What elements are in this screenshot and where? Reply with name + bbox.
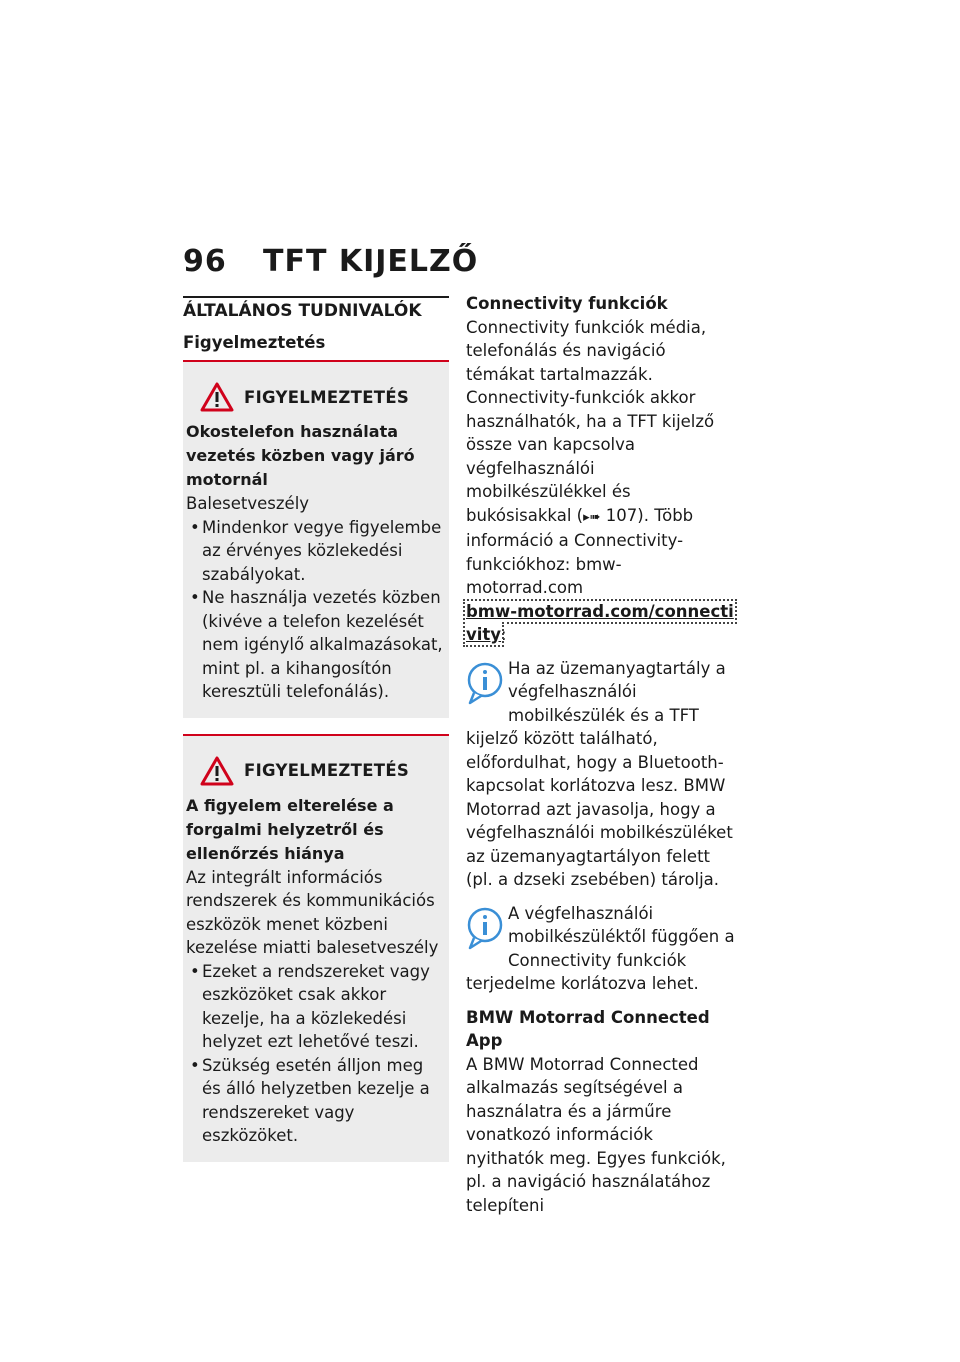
warning-subtitle: Balesetveszély <box>186 494 310 513</box>
warning-subtitle: Az integrált információs rendszerek és kommunikációs eszközök menet közbeni kezelése miatti balesetveszély <box>186 867 439 957</box>
info-note-2 <box>466 902 736 996</box>
info-icon <box>466 661 504 705</box>
info-note-text: Ha az üzemanyagtartály a végfelhasználói mobilkészülék és a TFT kijelző között található, előfordulhat, hogy a Bluetooth-kapcsolat korlátozva lesz. BMW Motorrad azt javasolja, hogy a végfelhasználói mobilkészüléket az üzemanyagtartályon felett (pl. a dzseki zsebében) tárolja. <box>466 658 733 889</box>
list-item: • Szükség esetén álljon meg és álló helyzetben kezelje a rendszereket vagy eszközöket. <box>190 1055 430 1145</box>
warning-label: FIGYELMEZTETÉS <box>244 761 410 780</box>
connected-app-paragraph: A BMW Motorrad Connected alkalmazás segítségével a használatra és a járműre vonatkozó információk nyithatók meg. Egyes funkciók, pl. a navigáció használatához telepíteni <box>466 1054 726 1215</box>
connectivity-paragraph: Connectivity funkciók média, telefonálás és navigáció témákat tartalmazzák. Connectivity-funkciók akkor használhatók, ha a TFT kijelző össze van kapcsolva végfelhasználói mobilkészülékkel és bukósisakkal (▸➠ 107). Több információ a Connectivity-funkciókhoz: bmw-motorrad.com <box>466 317 715 597</box>
warning-header <box>186 382 446 412</box>
connected-app-heading: BMW Motorrad Connected App <box>466 1007 710 1050</box>
page-number: 96 <box>183 244 227 279</box>
warning-bullets <box>186 516 446 704</box>
warning-header <box>186 756 446 786</box>
connectivity-link[interactable]: bmw-motorrad.com/connectivity <box>466 601 734 644</box>
section-title: ÁLTALÁNOS TUDNIVALÓK <box>183 296 449 321</box>
chapter-title: TFT KIJELZŐ <box>263 244 479 279</box>
subsection-title: Figyelmeztetés <box>183 333 326 352</box>
warning-triangle-icon <box>200 382 234 412</box>
page-reference-arrow-icon: ▸➠ <box>583 509 601 525</box>
list-item: • Mindenkor vegye figyelembe az érvényes közlekedési szabályokat. <box>190 517 442 584</box>
warning-bullets <box>186 960 446 1148</box>
warning-title: Okostelefon használata vezetés közben vagy járó motornál <box>186 422 415 489</box>
list-item: • Ezeket a rendszereket vagy eszközöket csak akkor kezelje, ha a közlekedési helyzet ezt lehetővé teszi. <box>190 961 430 1051</box>
info-icon <box>466 906 504 950</box>
warning-title: A figyelem elterelése a forgalmi helyzetről és ellenőrzés hiánya <box>186 795 394 863</box>
warning-box-2 <box>183 734 449 1162</box>
info-note-1 <box>466 657 736 892</box>
right-column <box>466 292 736 1217</box>
page-reference[interactable]: 107 <box>605 505 638 525</box>
warning-triangle-icon <box>200 756 234 786</box>
left-column <box>183 296 449 1178</box>
list-item: • Ne használja vezetés közben (kivéve a telefon kezelését nem igénylő alkalmazásokat, mint pl. a kihangosítón keresztüli telefonálás). <box>190 588 443 701</box>
connectivity-link-wrap: bmw-motorrad.com/connectivity: <box>466 601 734 644</box>
page-header <box>183 244 478 279</box>
warning-label: FIGYELMEZTETÉS <box>244 387 410 407</box>
warning-box-1 <box>183 360 449 718</box>
info-note-text: A végfelhasználói mobilkészüléktől függően a Connectivity funkciók terjedelme korlátozva lehet. <box>466 903 735 993</box>
connectivity-heading: Connectivity funkciók <box>466 294 668 313</box>
